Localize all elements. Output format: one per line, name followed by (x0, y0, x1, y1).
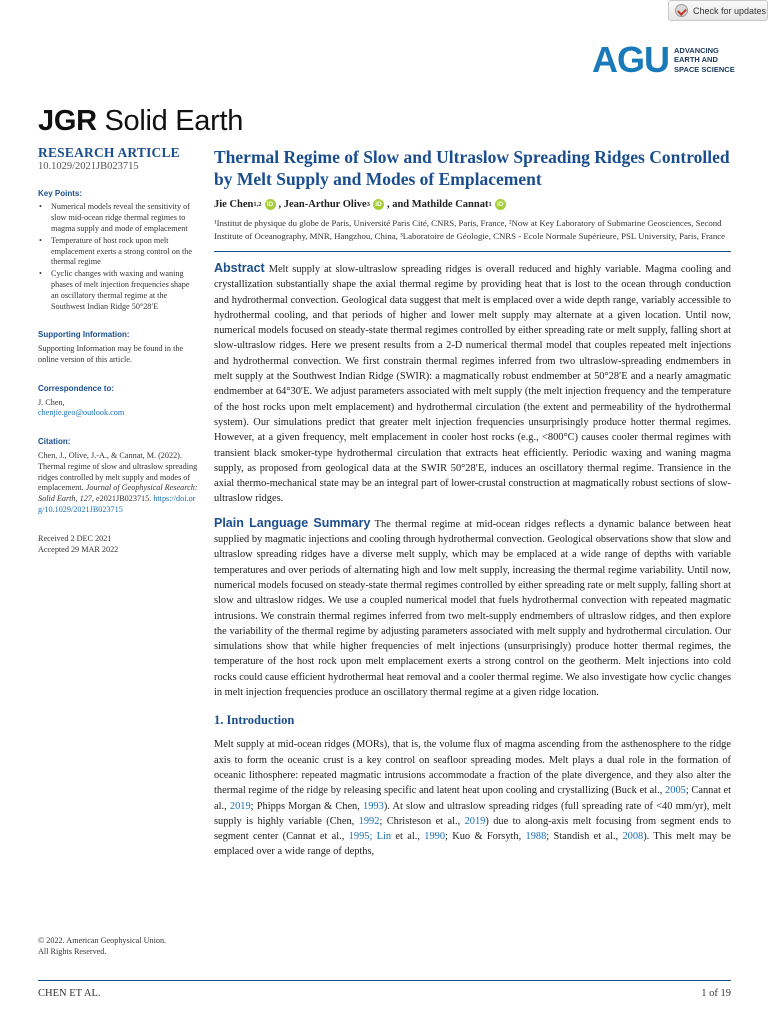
key-points-heading: Key Points: (38, 188, 83, 198)
affiliations: ¹Institut de physique du globe de Paris, Université Paris Cité, CNRS, Paris, France, ²Now at Key Laboratory of Submarine Geosciences, Second Institute of Oceanography, MNR, Hangzhou, China, ³Laboratoire de Géologie, CNRS - Ecole Normale Supérieure, PSL University, Paris, France (214, 218, 726, 241)
introduction-text (214, 737, 731, 859)
key-point: • Cyclic changes with waxing and waning phases of melt injection frequencies shape an oscillatory thermal regime at the Southwest Indian Ridge 50°28′E (38, 269, 198, 312)
intro-segment: ; Standish et al., (546, 831, 623, 843)
copyright-line: © 2022. American Geophysical Union. (38, 936, 167, 945)
footer-divider (38, 980, 731, 981)
correspondence-name: J. Chen, (38, 397, 65, 407)
orcid-icon[interactable]: iD (373, 199, 384, 210)
author-separator: , and (386, 199, 412, 210)
author-list (214, 199, 731, 210)
citation-main: Chen, J., Olive, J.-A., & Cannat, M. (2022). Thermal regime of slow and ultraslow spreading ridges controlled by melt supply and modes of emplacement. (38, 450, 198, 493)
citation-link[interactable]: 1988 (525, 831, 547, 843)
orcid-icon[interactable]: iD (265, 199, 276, 210)
author-separator: , (278, 199, 284, 210)
citation-heading: Citation: (38, 437, 71, 447)
left-sidebar (38, 145, 198, 555)
citation-text (38, 451, 198, 516)
author-affiliation-marker: 3 (366, 201, 370, 208)
intro-segment: ; Phipps Morgan & Chen, (250, 800, 364, 812)
intro-segment: ; Christeson et al., (379, 815, 465, 827)
agu-logo-letters: AGU (592, 39, 669, 80)
citation-link[interactable]: 1995; (348, 831, 373, 843)
main-content (214, 146, 731, 860)
citation-journal: Journal of Geophysical Research: Solid Earth, 127 (38, 483, 198, 504)
footer-authors: CHEN ET AL. (38, 988, 101, 999)
journal-name-bold: JGR (38, 105, 97, 137)
journal-title (38, 105, 243, 138)
intro-segment: ; Kuo & Forsyth, (445, 831, 526, 843)
checkmark-icon (675, 4, 688, 17)
key-points-list (38, 202, 198, 312)
intro-segment: ). At slow and ultraslow spreading ridges (full spreading rate of <40 mm/yr), melt supply is highly variable (Chen, (214, 800, 732, 827)
copyright-line: All Rights Reserved. (38, 947, 107, 956)
citation-link[interactable]: 1993 (363, 800, 384, 812)
author-name: Mathilde Cannat (411, 199, 489, 210)
key-point: • Temperature of host rock upon melt emplacement exerts a strong control on the thermal regime (38, 236, 198, 268)
accepted-date: Accepted 29 MAR 2022 (38, 544, 119, 554)
author-affiliation-marker: 1,2 (253, 201, 262, 208)
plain-language-summary-section (214, 516, 731, 701)
article-doi: 10.1029/2021JB023715 (38, 160, 139, 172)
article-type: RESEARCH ARTICLE (38, 145, 180, 160)
intro-segment: ) due to along-axis melt focusing from segment ends to segment center (Cannat et al., (214, 815, 731, 843)
citation-doi-link[interactable]: https://doi.org/10.1029/2021JB023715 (38, 494, 196, 514)
citation-link[interactable]: 2005 (665, 785, 686, 797)
pls-text: The thermal regime at mid-ocean ridges reflects a dynamic balance between heat supplied by magmatic injections and cooling through hydrothermal convection. Geological observations show that slow and ultraslow spreading ridges have a diverse melt supply, which may be emplaced at a wide range of depths with variable temperatures and over periods of alternating high and low melt supply, increasing the thermal regime variability. Until now, numerical models focused on steady-state thermal regimes controlled by either spreading rate or melt supply, falling short at slow and ultraslow ridges. We use a coupled numerical model that fuels hydrothermal convection with repeated magmatic intrusions. We constrain thermal regimes inferred from two melt-supply endmembers of ultraslow ridges, and then explore the variability of the thermal regime by adjusting parameters associated with melt supply and hydrothermal circulation. Our simulations show that while higher frequencies of melt injections (unsurprisingly) produce hotter thermal regimes, the temperature of the host rock upon melt emplacement exerts a strong control on the geotherm. Melt injections into cold rocks could cause efficient hydrothermal heat removal and a cooler thermal regime. We also investigate how cyclic changes in melt injection frequencies produce an oscillatory thermal regime at a given ridge location. (214, 518, 731, 699)
pls-heading: Plain Language Summary (214, 515, 371, 530)
agu-tagline: ADVANCING EARTH AND SPACE SCIENCE (674, 45, 735, 74)
intro-segment: et al., (391, 831, 425, 843)
agu-logo (592, 39, 735, 80)
copyright-notice (38, 935, 208, 957)
citation-link[interactable]: Lin (376, 831, 392, 843)
supporting-info-heading: Supporting Information: (38, 330, 130, 340)
citation-link[interactable]: 1992 (358, 815, 380, 827)
abstract-text: Melt supply at slow-ultraslow spreading ridges is overall reduced and highly variable. Magma cooling and crystallization substantially shape the axial thermal regime by providing heat that is lost to the ocean through conduction and hydrothermal convection. Geological data suggest that melt is emplaced over a wide depth range, variably accessible to hydrothermal cooling, and that periods of higher and lower melt supply may alternate at a given location. Until now, numerical models focused on steady-state thermal regimes controlled by either spreading rate or melt supply, falling short at slow-ultraslow ridges. Here we present results from a 2-D numerical thermal model that couples repeated melt injections and hydrothermal convection. We first constrain thermal regimes inferred from two ultraslow-spreading endmembers in melt supply at the Southwest Indian Ridge (SWIR): a magmatically robust endmember at 50°28′E and a nearly amagmatic endmember at 64°30′E. We adjust parameters associated with melt supply (the melt injection frequency and the temperature of the host rocks upon melt emplacement) and hydrothermal circulation (the extent and permeability of the hydrothermal system). Our simulations predict that greater melt injection frequencies unsurprisingly produce hotter thermal regimes. However, at a given frequency, melt emplacement in cooler host rocks (e.g., <800°C) causes cooler thermal regimes with transient black smoker-type hydrothermal circulation that extracts heat efficiently. Periodic waxing and waning magma supply, as proposed from geological data at the SWIR 50°28′E, induces an oscillatory thermal regime. Transience in the axial thermo-mechanical state may be an integral part of lower-crustal construction at magmatically robust sections of slow-ultraslow ridges. (214, 264, 731, 505)
supporting-info-text: Supporting Information may be found in the online version of this article. (38, 344, 184, 364)
article-title: Thermal Regime of Slow and Ultraslow Spreading Ridges Controlled by Melt Supply and Modes of Emplacement (214, 147, 730, 189)
abstract-section (214, 261, 731, 507)
intro-segment: ). This melt may be emplaced over a wide range of depths, (214, 831, 731, 858)
abstract-heading: Abstract (214, 261, 265, 275)
page-number: 1 of 19 (701, 988, 731, 999)
orcid-icon[interactable]: iD (495, 199, 506, 210)
author-name: Jie Chen (214, 199, 254, 210)
received-date: Received 2 DEC 2021 (38, 533, 112, 543)
key-point: • Numerical models reveal the sensitivity of slow mid-ocean ridge thermal regimes to magma supply and mode of emplacement (38, 202, 198, 234)
check-for-updates-label: Check for updates (693, 5, 767, 16)
check-for-updates-button[interactable] (668, 0, 768, 21)
journal-name-rest: Solid Earth (104, 105, 244, 137)
introduction-heading: 1. Introduction (214, 713, 295, 728)
citation-id: , e2021JB023715. (91, 494, 152, 504)
correspondence-email-link[interactable]: chenjie.geo@outlook.com (38, 408, 125, 418)
citation-link[interactable]: 1990 (424, 831, 446, 843)
intro-segment: ; Cannat et al., (214, 785, 732, 812)
citation-link[interactable]: 2019 (464, 815, 486, 827)
author-affiliation-marker: 1 (488, 201, 492, 208)
intro-segment: Melt supply at mid-ocean ridges (MORs), that is, the volume flux of magma ascending from the asthenosphere to the ridge axis to form the oceanic crust is a key control on seafloor spreading modes. Melt plays a dual role in the formation of oceanic lithosphere: repeated magmatic intrusions accommodate a fraction of the plate divergence, and they also alter the thermal regime of the ridge by releasing specific and latent heat upon cooling and crystallizing (Buck et al., (214, 739, 731, 797)
correspondence-heading: Correspondence to: (38, 383, 115, 393)
citation-link[interactable]: 2008 (622, 831, 644, 843)
author-name: Jean-Arthur Olive (283, 199, 367, 210)
citation-link[interactable]: 2019 (229, 800, 251, 812)
header-divider (214, 251, 731, 252)
